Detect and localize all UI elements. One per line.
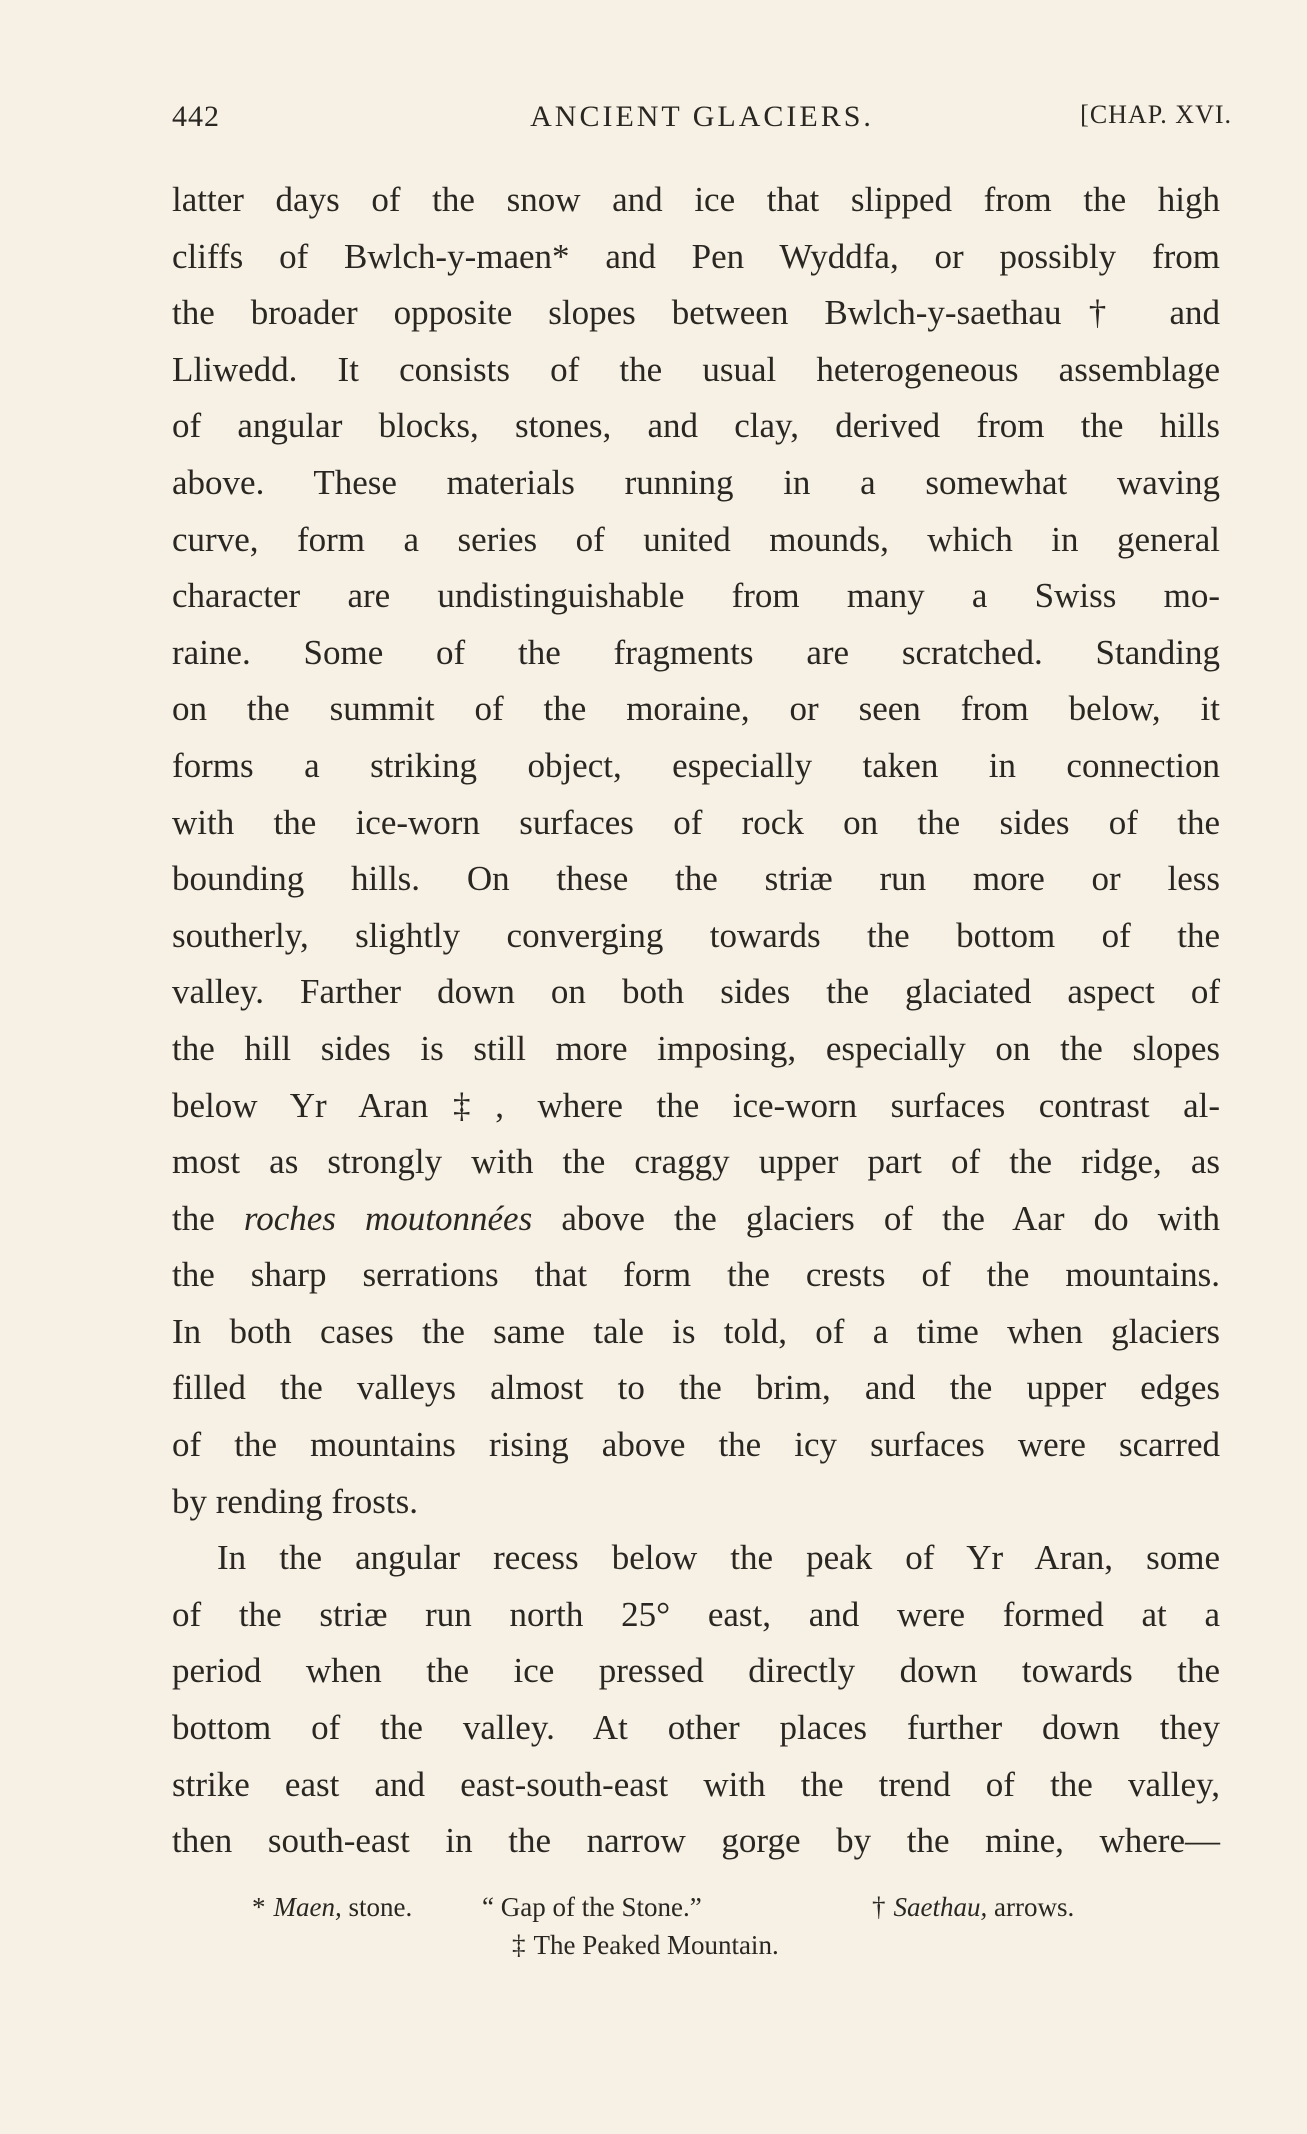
text-line: period when the ice pressed directly down towards the <box>172 1651 1220 1691</box>
line-before-italic: the <box>172 1198 244 1238</box>
text-line: the sharp serrations that form the crests of the mountains. <box>172 1255 1220 1295</box>
text-line: cliffs of Bwlch-y-maen* and Pen Wyddfa, or possibly from <box>172 236 1220 276</box>
text-line: on the summit of the moraine, or seen from below, it <box>172 689 1220 729</box>
footnotes <box>172 1888 1220 1964</box>
text-line: raine. Some of the fragments are scratched. Standing <box>172 632 1220 672</box>
footnote-row <box>172 1926 1220 1964</box>
footnote-maen <box>252 1888 412 1926</box>
text-line: filled the valleys almost to the brim, and the upper edges <box>172 1368 1220 1408</box>
text-line: of the striæ run north 25° east, and were formed at a <box>172 1594 1220 1634</box>
running-head <box>172 100 1232 140</box>
text-line: above. These materials running in a somewhat waving <box>172 462 1220 502</box>
text-line: then south-east in the narrow gorge by the mine, where— <box>172 1821 1220 1861</box>
footnote-term: Saethau, <box>893 1892 988 1922</box>
text-line: with the ice-worn surfaces of rock on the sides of the <box>172 802 1220 842</box>
footnote-mark: * <box>252 1892 266 1922</box>
footnote-text: The Peaked Mountain. <box>533 1930 779 1960</box>
footnote-mark: † <box>872 1892 886 1922</box>
text-line: of angular blocks, stones, and clay, derived from the hills <box>172 406 1220 446</box>
footnote-peaked-mountain <box>512 1926 779 1964</box>
text-line: Lliwedd. It consists of the usual heterogeneous assemblage <box>172 349 1220 389</box>
italic-phrase: roches moutonnées <box>243 1198 533 1238</box>
running-title: ANCIENT GLACIERS. <box>530 100 874 133</box>
text-line: of the mountains rising above the icy surfaces were scarred <box>172 1425 1220 1465</box>
footnote-saethau <box>872 1888 1074 1926</box>
text-line: In the angular recess below the peak of Yr Aran, some <box>217 1538 1220 1578</box>
text-line: strike east and east-south-east with the trend of the valley, <box>172 1764 1220 1804</box>
text-line: most as strongly with the craggy upper part of the ridge, as <box>172 1142 1220 1182</box>
chapter-label: [CHAP. XVI. <box>1080 100 1232 129</box>
footnote-gap: “ Gap of the Stone.” <box>482 1892 702 1922</box>
text-line: forms a striking object, especially taken in connection <box>172 745 1220 785</box>
text-line: southerly, slightly converging towards the bottom of the <box>172 915 1220 955</box>
text-line: latter days of the snow and ice that slipped from the high <box>172 180 1220 219</box>
text-line: In both cases the same tale is told, of a time when glaciers <box>172 1311 1220 1351</box>
text-line: bounding hills. On these the striæ run more or less <box>172 859 1220 899</box>
text-line: valley. Farther down on both sides the glaciated aspect of <box>172 972 1220 1012</box>
body-text <box>172 172 1220 1870</box>
page-number: 442 <box>172 100 220 133</box>
footnote-text: arrows. <box>987 1892 1075 1922</box>
text-line: character are undistinguishable from many a Swiss mo- <box>172 576 1220 616</box>
text-line: the hill sides is still more imposing, especially on the slopes <box>172 1028 1220 1068</box>
text-line-italic-phrase <box>172 1191 1220 1248</box>
footnote-term: Maen, <box>273 1892 342 1922</box>
text-line: below Yr Aran‡, where the ice-worn surfaces contrast al- <box>172 1085 1220 1125</box>
footnote-row <box>172 1888 1220 1926</box>
footnote-mark: ‡ <box>512 1930 526 1960</box>
text-line: curve, form a series of united mounds, which in general <box>172 519 1220 559</box>
text-line: by rending frosts. <box>172 1481 418 1521</box>
text-line: the broader opposite slopes between Bwlch-y-saethau† and <box>172 293 1220 333</box>
line-after-italic: above the glaciers of the Aar do with <box>532 1198 1220 1238</box>
footnote-text: stone. <box>341 1892 413 1922</box>
text-line: bottom of the valley. At other places further down they <box>172 1708 1220 1748</box>
